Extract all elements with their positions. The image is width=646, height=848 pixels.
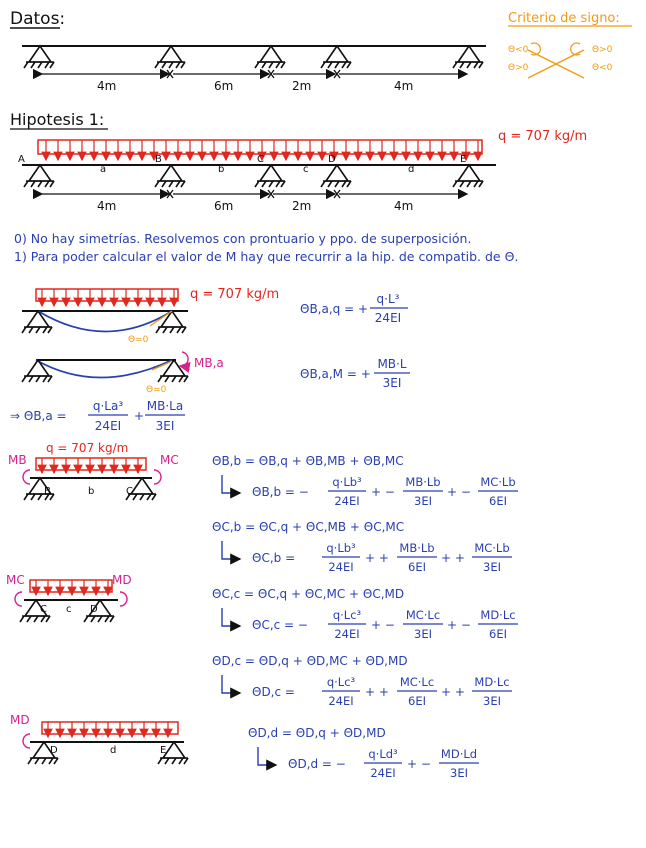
section-a-load <box>22 287 408 345</box>
node-label: C <box>257 154 264 165</box>
hipotesis-title: Hipotesis 1: <box>10 110 105 129</box>
support-icon <box>22 311 52 333</box>
eq-numerator: MC·Lc <box>399 675 435 689</box>
node-label: A <box>18 154 25 165</box>
support-icon <box>158 360 188 382</box>
eq-numerator: MB·Lb <box>405 475 441 489</box>
eq-denominator: 24EI <box>334 494 360 508</box>
distributed-load-box <box>38 140 482 154</box>
node-label: D <box>50 745 58 756</box>
span-length: 4m <box>394 199 414 213</box>
node-label: E <box>160 745 167 756</box>
eq-numerator: MD·Lc <box>480 608 516 622</box>
eq-numerator: q·L³ <box>376 292 400 306</box>
span-letter: c <box>66 604 72 615</box>
eq-numerator: MB·La <box>146 399 184 413</box>
eq-denominator: 24EI <box>374 311 402 325</box>
implies-arrow-icon <box>222 541 240 559</box>
moment-label: MC <box>6 573 25 587</box>
eq-denominator: 24EI <box>328 694 354 708</box>
span-letter: d <box>408 164 415 175</box>
moment-arrow-icon <box>15 592 22 606</box>
sign-label: Θ>0 <box>508 63 529 73</box>
distributed-load-box <box>36 458 146 470</box>
moment-arrow-icon <box>23 734 30 748</box>
eq-lhs: ΘD,c = <box>252 685 295 699</box>
beam-c-diagram <box>6 573 132 622</box>
eq-numerator: q·Lb³ <box>326 541 356 555</box>
span-letter: b <box>88 486 95 497</box>
note-line: 0) No hay simetrías. Resolvemos con prontuario y ppo. de superposición. <box>14 231 472 246</box>
support-icon <box>84 600 114 622</box>
support-icon <box>22 360 52 382</box>
node-label: B <box>155 154 162 165</box>
moment-arrow-icon <box>23 470 30 484</box>
eq-lhs: ΘC,b = <box>252 551 296 565</box>
span-length: 6m <box>214 79 234 93</box>
sign-label: Θ>0 <box>592 45 613 55</box>
eq-operator: + − <box>371 485 395 499</box>
eq-denominator: 6EI <box>408 560 426 574</box>
deflection-curve <box>36 360 172 378</box>
support-icon <box>24 46 54 68</box>
eq-lhs: ΘB,b = − <box>252 485 309 499</box>
moment-label: MD <box>112 573 132 587</box>
support-icon <box>255 165 285 187</box>
equations-column <box>212 454 518 780</box>
hipotesis-section <box>10 110 587 213</box>
node-label: E <box>460 154 467 165</box>
eq-denominator: 6EI <box>408 694 426 708</box>
section-a-sum <box>10 399 185 433</box>
note-line: 1) Para poder calcular el valor de M hay que recurrir a la hip. de compatib. de Θ. <box>14 249 519 264</box>
distributed-load-box <box>30 580 112 592</box>
eq-denominator: 24EI <box>94 419 122 433</box>
equation-line: ΘB,b = ΘB,q + ΘB,MB + ΘB,MC <box>212 454 404 468</box>
eq-lhs: ⇒ ΘB,a = <box>10 409 67 423</box>
hipotesis-dimension-line <box>42 190 467 198</box>
eq-numerator: MC·Lb <box>480 475 516 489</box>
eq-numerator: q·Lc³ <box>326 675 356 689</box>
datos-dimension-line <box>42 70 467 78</box>
eq-operator: + − <box>447 618 471 632</box>
eq-operator: + − <box>371 618 395 632</box>
datos-section <box>10 9 486 93</box>
beam-b-diagram <box>8 441 179 500</box>
moment-arrow-icon <box>180 352 188 366</box>
sign-label: Θ<0 <box>592 63 613 73</box>
span-length: 4m <box>97 79 117 93</box>
span-length: 4m <box>394 79 414 93</box>
load-label: q = 707 kg/m <box>498 129 588 144</box>
support-icon <box>453 165 483 187</box>
eq-numerator: q·Lb³ <box>332 475 362 489</box>
support-icon <box>155 165 185 187</box>
eq-operator: + + <box>365 551 389 565</box>
eq-lhs: ΘB,a,M = + <box>300 367 371 381</box>
eq-denominator: 3EI <box>483 694 501 708</box>
equation-line: ΘD,c = ΘD,q + ΘD,MC + ΘD,MD <box>212 654 408 668</box>
eq-lhs: ΘC,c = − <box>252 618 308 632</box>
support-icon <box>24 165 54 187</box>
node-label: C <box>40 604 47 615</box>
eq-numerator: q·La³ <box>92 399 124 413</box>
support-icon <box>156 311 186 333</box>
sign-label: Θ<0 <box>508 45 529 55</box>
sign-criterion <box>508 11 632 78</box>
distributed-load-box <box>42 722 178 734</box>
eq-operator: + + <box>365 685 389 699</box>
eq-numerator: MD·Ld <box>440 747 478 761</box>
load-arrows <box>42 289 174 306</box>
distributed-load-box <box>36 289 178 301</box>
eq-numerator: q·Ld³ <box>368 747 398 761</box>
equation-line: ΘC,b = ΘC,q + ΘC,MB + ΘC,MC <box>212 520 405 534</box>
datos-title: Datos: <box>10 9 66 29</box>
eq-denominator: 24EI <box>370 766 396 780</box>
span-letter: d <box>110 745 117 756</box>
section-a-moment <box>22 352 410 395</box>
load-label: q = 707 kg/m <box>46 441 129 455</box>
theta-zero-label: Θ=0 <box>128 335 149 345</box>
eq-denominator: 3EI <box>414 627 432 641</box>
moment-arrow-icon <box>120 592 127 606</box>
support-icon <box>155 46 185 68</box>
eq-denominator: 24EI <box>334 627 360 641</box>
eq-denominator: 3EI <box>483 560 501 574</box>
node-label: C <box>126 486 133 497</box>
moment-label: MB,a <box>194 356 224 370</box>
equation-line: ΘC,c = ΘC,q + ΘC,MC + ΘC,MD <box>212 587 405 601</box>
span-letter: b <box>218 164 225 175</box>
eq-operator: + − <box>447 485 471 499</box>
eq-denominator: 6EI <box>489 627 507 641</box>
support-icon <box>453 46 483 68</box>
eq-lhs: ΘB,a,q = + <box>300 302 369 316</box>
eq-operator: + − <box>407 757 431 771</box>
beam-d-diagram <box>10 713 188 764</box>
eq-numerator: MB·L <box>377 357 407 371</box>
node-label: B <box>44 486 51 497</box>
moment-label: MD <box>10 713 30 727</box>
eq-lhs: ΘD,d = − <box>288 757 346 771</box>
implies-arrow-icon <box>222 475 240 493</box>
eq-operator: + + <box>441 685 465 699</box>
eq-denominator: 6EI <box>489 494 507 508</box>
load-label: q = 707 kg/m <box>190 287 280 302</box>
span-length: 6m <box>214 199 234 213</box>
equation-line: ΘD,d = ΘD,q + ΘD,MD <box>248 726 386 740</box>
deflection-curve <box>38 311 172 332</box>
eq-numerator: q·Lc³ <box>332 608 362 622</box>
eq-denominator: 3EI <box>155 419 175 433</box>
moment-label: MB <box>8 453 27 467</box>
eq-denominator: 3EI <box>382 376 402 390</box>
support-icon <box>255 46 285 68</box>
sign-criterion-title: Criterio de signo: <box>508 11 620 26</box>
eq-numerator: MD·Lc <box>474 675 510 689</box>
span-letter: a <box>100 164 107 175</box>
eq-numerator: MB·Lb <box>399 541 435 555</box>
moment-arrow-icon <box>154 470 161 484</box>
implies-arrow-icon <box>258 747 276 765</box>
implies-arrow-icon <box>222 608 240 626</box>
node-label: D <box>328 154 336 165</box>
support-icon <box>321 46 351 68</box>
eq-denominator: 3EI <box>414 494 432 508</box>
eq-numerator: MC·Lc <box>405 608 441 622</box>
moment-label: MC <box>160 453 179 467</box>
eq-numerator: MC·Lb <box>474 541 510 555</box>
support-icon <box>321 165 351 187</box>
implies-arrow-icon <box>222 675 240 693</box>
eq-operator: + <box>134 409 145 423</box>
span-letter: c <box>303 164 309 175</box>
eq-denominator: 3EI <box>450 766 468 780</box>
tangent-line <box>150 311 172 326</box>
eq-operator: + + <box>441 551 465 565</box>
eq-denominator: 24EI <box>328 560 354 574</box>
theta-zero-label: Θ=0 <box>146 385 167 395</box>
span-length: 2m <box>292 79 312 93</box>
span-length: 4m <box>97 199 117 213</box>
node-label: D <box>90 604 98 615</box>
span-length: 2m <box>292 199 312 213</box>
